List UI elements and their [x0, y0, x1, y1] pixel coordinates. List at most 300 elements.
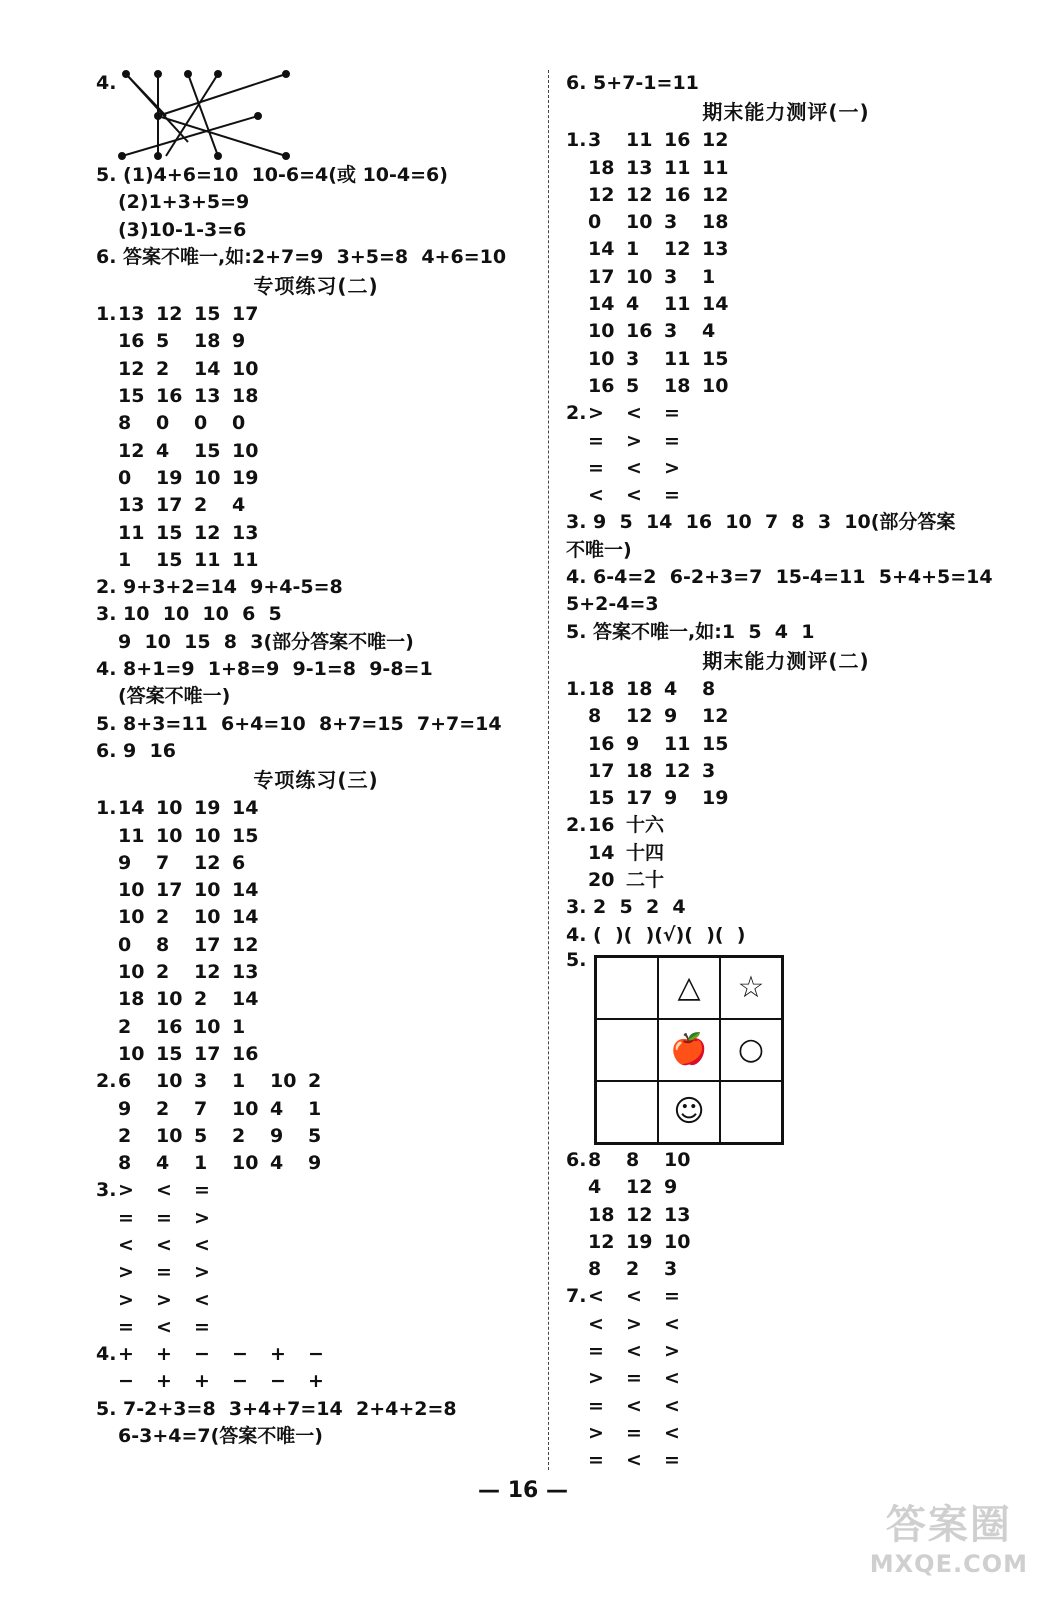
answer-cell: 12: [156, 303, 183, 326]
e1-q2-table: [566, 400, 1006, 509]
grid-cell: △: [658, 957, 720, 1019]
answer-cell: >: [194, 1261, 210, 1284]
answer-cell: 10: [194, 1015, 221, 1038]
answer-row: [566, 209, 1006, 236]
grid-cell: [596, 1019, 658, 1081]
answer-cell: >: [118, 1288, 134, 1311]
answer-row: [96, 383, 536, 410]
grid-cell: 🍎: [658, 1019, 720, 1081]
answer-cell: >: [626, 429, 642, 452]
s2-q3-line-2: 9 10 15 8 3(部分答案不唯一): [118, 630, 414, 653]
answer-row: [566, 731, 1006, 758]
question-number: 2.: [566, 814, 587, 837]
answer-cell: 12: [626, 705, 653, 728]
answer-cell: 3: [664, 265, 678, 288]
answer-cell: +: [308, 1370, 324, 1393]
grid-cell: ☆: [720, 957, 782, 1019]
answer-cell: 19: [626, 1230, 653, 1253]
answer-cell: =: [156, 1206, 172, 1229]
answer-row: [566, 867, 1006, 894]
answer-row: [566, 482, 1006, 509]
answer-cell: 18: [588, 677, 615, 700]
question-number: 4.: [96, 1343, 117, 1366]
answer-cell: =: [588, 429, 604, 452]
answer-row: [96, 1096, 536, 1123]
answer-cell: 0: [588, 211, 602, 234]
answer-cell: 13: [664, 1203, 691, 1226]
e2-q6-table: [566, 1147, 1006, 1283]
answer-row: [96, 1150, 536, 1177]
e2-q7-table: [566, 1283, 1006, 1474]
q5-line-2: (2)1+3+5=9: [118, 191, 250, 214]
answer-cell: −: [118, 1370, 134, 1393]
answer-cell: 16: [156, 385, 183, 408]
answer-row: [566, 1147, 1006, 1174]
answer-cell: 8: [588, 1148, 602, 1171]
answer-cell: 10: [232, 357, 259, 380]
answer-cell: 5: [156, 330, 170, 353]
dot: [119, 153, 125, 159]
answer-row: [566, 1174, 1006, 1201]
answer-cell: 9: [664, 787, 678, 810]
answer-row: [96, 1068, 536, 1095]
answer-cell: 十六: [626, 814, 665, 837]
q5-line-1: 5. (1)4+6=10 10-6=4(或 10-4=6): [96, 164, 448, 186]
answer-cell: 17: [626, 787, 653, 810]
s2-q4-line-1: 4. 8+1=9 1+8=9 9-1=8 9-8=1: [96, 658, 433, 681]
q5-line-3: (3)10-1-3=6: [118, 218, 247, 241]
section-title-e1: 期末能力测评(一): [702, 100, 870, 125]
answer-cell: 1: [118, 548, 132, 571]
answer-row: [96, 904, 536, 931]
answer-cell: 18: [194, 330, 221, 353]
answer-cell: 14: [194, 357, 221, 380]
answer-cell: 19: [156, 466, 183, 489]
section-title-s2: 专项练习(二): [253, 274, 379, 299]
question-number: 1.: [566, 677, 587, 700]
answer-row: [566, 373, 1006, 400]
answer-row: [566, 1420, 1006, 1447]
answer-cell: <: [626, 1394, 642, 1417]
answer-cell: =: [626, 1367, 642, 1390]
answer-cell: 14: [118, 797, 145, 820]
answer-row: [566, 1229, 1006, 1256]
answer-cell: 7: [194, 1097, 208, 1120]
answer-row: [96, 1205, 536, 1232]
e1-q3-line-1: 3. 9 5 14 16 10 7 8 3 10(部分答案: [566, 511, 956, 534]
answer-row: [96, 1287, 536, 1314]
question-number: 2.: [96, 1070, 117, 1093]
answer-cell: 19: [232, 466, 259, 489]
answer-cell: 6: [118, 1070, 132, 1093]
answer-cell: <: [626, 1339, 642, 1362]
answer-row: [96, 1014, 536, 1041]
answer-cell: 4: [702, 320, 716, 343]
answer-cell: 18: [588, 1203, 615, 1226]
answer-row: [566, 812, 1006, 839]
answer-cell: 12: [626, 183, 653, 206]
watermark-url: MXQE.COM: [869, 1550, 1028, 1578]
answer-cell: 1: [702, 265, 716, 288]
answer-cell: <: [664, 1421, 680, 1444]
answer-cell: 13: [118, 494, 145, 517]
answer-cell: =: [588, 456, 604, 479]
answer-cell: 16: [588, 814, 615, 837]
q4-matching: [96, 70, 536, 162]
answer-row: [96, 547, 536, 574]
answer-cell: =: [156, 1261, 172, 1284]
answer-cell: 13: [626, 156, 653, 179]
dot: [215, 153, 221, 159]
answer-cell: 1: [308, 1097, 322, 1120]
answer-cell: 9: [626, 732, 640, 755]
answer-cell: 3: [194, 1070, 208, 1093]
answer-cell: 11: [664, 293, 691, 316]
answer-cell: 1: [232, 1015, 246, 1038]
answer-cell: 13: [702, 238, 729, 261]
answer-row: [566, 1311, 1006, 1338]
answer-cell: 0: [118, 466, 132, 489]
answer-cell: 10: [588, 347, 615, 370]
answer-cell: 2: [156, 357, 170, 380]
answer-cell: 11: [664, 732, 691, 755]
answer-cell: 2: [118, 1124, 132, 1147]
s3-q4-table: [96, 1341, 536, 1396]
grid-cell: [596, 1081, 658, 1143]
answer-cell: 8: [156, 933, 170, 956]
answer-row: [566, 1202, 1006, 1229]
answer-cell: 3: [664, 1258, 678, 1281]
dot: [215, 71, 221, 77]
answer-cell: 5: [194, 1124, 208, 1147]
answer-cell: 10: [626, 211, 653, 234]
answer-row: [96, 410, 536, 437]
answer-row: [96, 438, 536, 465]
answer-cell: 18: [702, 211, 729, 234]
answer-cell: 14: [588, 293, 615, 316]
answer-cell: 2: [308, 1070, 322, 1093]
watermark: [870, 1493, 1028, 1578]
answer-row: [566, 758, 1006, 785]
s2-q4-line-2: (答案不唯一): [118, 685, 231, 708]
answer-cell: 0: [118, 933, 132, 956]
answer-cell: 17: [588, 759, 615, 782]
answer-cell: 11: [118, 521, 145, 544]
answer-cell: 8: [702, 677, 716, 700]
answer-cell: =: [194, 1315, 210, 1338]
answer-cell: 9: [664, 1176, 678, 1199]
answer-row: [566, 346, 1006, 373]
e2-q4: 4. ( )( )(√)( )( ): [566, 923, 746, 946]
answer-row: [566, 236, 1006, 263]
answer-row: [96, 1232, 536, 1259]
answer-cell: 19: [194, 797, 221, 820]
s3-q5-line-2: 6-3+4=7(答案不唯一): [118, 1425, 323, 1448]
answer-row: [566, 1256, 1006, 1283]
answer-cell: <: [194, 1288, 210, 1311]
answer-cell: 15: [156, 548, 183, 571]
s3-q5-line-1: 5. 7-2+3=8 3+4+7=14 2+4+2=8: [96, 1397, 457, 1420]
answer-cell: <: [194, 1233, 210, 1256]
answer-cell: >: [194, 1206, 210, 1229]
answer-cell: 3: [664, 211, 678, 234]
answer-cell: 12: [626, 1203, 653, 1226]
answer-row: [96, 1259, 536, 1286]
answer-cell: =: [588, 1394, 604, 1417]
answer-row: [566, 400, 1006, 427]
dot: [185, 71, 191, 77]
answer-cell: 15: [194, 439, 221, 462]
answer-cell: =: [588, 1449, 604, 1472]
answer-row: [96, 520, 536, 547]
answer-cell: <: [626, 402, 642, 425]
answer-cell: 0: [194, 412, 208, 435]
e2-q5-label: 5.: [566, 948, 587, 971]
dot: [155, 71, 161, 77]
answer-cell: 15: [588, 787, 615, 810]
answer-cell: 11: [626, 129, 653, 152]
answer-cell: =: [626, 1421, 642, 1444]
grid-cell: [720, 1081, 782, 1143]
answer-cell: <: [626, 456, 642, 479]
answer-cell: 14: [232, 988, 259, 1011]
e2-q1-table: [566, 676, 1006, 812]
answer-cell: 3: [664, 320, 678, 343]
answer-cell: 8: [588, 705, 602, 728]
answer-cell: <: [156, 1315, 172, 1338]
answer-cell: 18: [118, 988, 145, 1011]
answer-row: [96, 301, 536, 328]
answer-cell: 1: [194, 1152, 208, 1175]
answer-cell: 12: [232, 933, 259, 956]
answer-row: [566, 1393, 1006, 1420]
answer-cell: 16: [588, 732, 615, 755]
answer-cell: 12: [702, 183, 729, 206]
answer-cell: 16: [588, 374, 615, 397]
dot: [123, 71, 129, 77]
answer-cell: 4: [270, 1097, 284, 1120]
answer-row: [96, 986, 536, 1013]
answer-cell: 18: [664, 374, 691, 397]
answer-cell: 12: [626, 1176, 653, 1199]
answer-cell: =: [664, 484, 680, 507]
answer-cell: >: [588, 402, 604, 425]
answer-cell: 15: [118, 385, 145, 408]
answer-cell: 10: [232, 1152, 259, 1175]
e1-q4-line-1: 4. 6-4=2 6-2+3=7 15-4=11 5+4+5=14: [566, 566, 993, 589]
s2-q6: 6. 9 16: [96, 739, 176, 762]
answer-row: [96, 465, 536, 492]
left-column: [96, 70, 536, 1450]
s2-q2: 2. 9+3+2=14 9+4-5=8: [96, 576, 343, 599]
column-divider: [548, 70, 549, 1470]
answer-cell: 15: [194, 303, 221, 326]
question-number: 1.: [96, 797, 117, 820]
answer-row: [566, 127, 1006, 154]
dot: [155, 153, 161, 159]
answer-row: [96, 1314, 536, 1341]
answer-cell: 10: [156, 797, 183, 820]
answer-cell: 15: [156, 521, 183, 544]
answer-cell: <: [664, 1312, 680, 1335]
answer-cell: 11: [664, 347, 691, 370]
section-title-s3: 专项练习(三): [253, 768, 379, 793]
answer-cell: =: [194, 1179, 210, 1202]
answer-row: [96, 1368, 536, 1395]
answer-cell: 12: [194, 851, 221, 874]
answer-cell: <: [588, 1312, 604, 1335]
answer-cell: 4: [588, 1176, 602, 1199]
answer-cell: 18: [588, 156, 615, 179]
answer-cell: 17: [588, 265, 615, 288]
answer-cell: 17: [156, 494, 183, 517]
answer-row: [566, 264, 1006, 291]
answer-row: [96, 492, 536, 519]
e1-q3-line-2: 不唯一): [566, 538, 632, 561]
dot: [283, 153, 289, 159]
answer-cell: 5: [626, 374, 640, 397]
answer-cell: 10: [118, 879, 145, 902]
answer-row: [566, 1365, 1006, 1392]
answer-cell: <: [156, 1233, 172, 1256]
answer-cell: 13: [194, 385, 221, 408]
answer-cell: =: [664, 429, 680, 452]
answer-row: [566, 182, 1006, 209]
answer-cell: >: [626, 1312, 642, 1335]
answer-row: [566, 840, 1006, 867]
answer-cell: 13: [118, 303, 145, 326]
answer-cell: 15: [232, 824, 259, 847]
answer-cell: 9: [118, 851, 132, 874]
question-number: 1.: [96, 303, 117, 326]
e2-q3: 3. 2 5 2 4: [566, 896, 686, 919]
answer-cell: 10: [194, 824, 221, 847]
answer-cell: 10: [194, 906, 221, 929]
matching-lines-diagram: [118, 70, 318, 162]
answer-cell: 10: [626, 265, 653, 288]
answer-cell: 2: [156, 1097, 170, 1120]
answer-cell: 12: [588, 1230, 615, 1253]
right-column: [566, 70, 1006, 1474]
grid-cell: ○: [720, 1019, 782, 1081]
question-number: 6.: [566, 1148, 587, 1171]
answer-cell: 4: [156, 439, 170, 462]
answer-cell: 17: [156, 879, 183, 902]
answer-cell: 4: [626, 293, 640, 316]
answer-cell: −: [270, 1370, 286, 1393]
answer-cell: −: [194, 1343, 210, 1366]
answer-cell: 12: [664, 238, 691, 261]
answer-cell: 14: [588, 238, 615, 261]
answer-row: [96, 328, 536, 355]
answer-row: [96, 1123, 536, 1150]
answer-cell: 0: [232, 412, 246, 435]
e2-q2-table: [566, 812, 1006, 894]
answer-cell: 10: [664, 1230, 691, 1253]
answer-cell: 17: [194, 1042, 221, 1065]
answer-cell: 10: [118, 906, 145, 929]
answer-cell: 8: [118, 1152, 132, 1175]
answer-cell: 10: [702, 374, 729, 397]
s3-q2-table: [96, 1068, 536, 1177]
answer-cell: 11: [232, 548, 259, 571]
answer-cell: 18: [626, 677, 653, 700]
answer-cell: 20: [588, 869, 615, 892]
watermark-logo: 答案圈: [885, 1502, 1012, 1548]
answer-cell: >: [664, 456, 680, 479]
question-number: 7.: [566, 1285, 587, 1308]
answer-cell: <: [664, 1367, 680, 1390]
answer-cell: 15: [702, 347, 729, 370]
answer-cell: 12: [194, 961, 221, 984]
answer-cell: 8: [118, 412, 132, 435]
answer-cell: =: [118, 1206, 134, 1229]
answer-cell: 18: [232, 385, 259, 408]
answer-cell: >: [664, 1339, 680, 1362]
question-number: 1.: [566, 129, 587, 152]
answer-cell: >: [588, 1367, 604, 1390]
answer-row: [566, 676, 1006, 703]
answer-row: [566, 428, 1006, 455]
answer-cell: =: [118, 1315, 134, 1338]
answer-row: [566, 1283, 1006, 1310]
answer-cell: >: [118, 1179, 134, 1202]
answer-cell: 10: [118, 1042, 145, 1065]
grid-cell: ☺: [658, 1081, 720, 1143]
answer-cell: 12: [664, 759, 691, 782]
answer-row: [566, 1447, 1006, 1474]
answer-row: [566, 1338, 1006, 1365]
answer-cell: +: [194, 1370, 210, 1393]
answer-cell: 10: [118, 961, 145, 984]
answer-cell: 16: [156, 1015, 183, 1038]
answer-cell: 12: [702, 705, 729, 728]
answer-cell: +: [156, 1343, 172, 1366]
answer-cell: 9: [664, 705, 678, 728]
answer-cell: 16: [232, 1042, 259, 1065]
position-grid: [594, 955, 784, 1145]
answer-cell: 1: [232, 1070, 246, 1093]
answer-cell: 10: [194, 466, 221, 489]
r-q6: 6. 5+7-1=11: [566, 72, 699, 94]
answer-cell: <: [156, 1179, 172, 1202]
s2-q1-table: [96, 301, 536, 574]
answer-cell: 二十: [626, 869, 665, 892]
answer-cell: =: [588, 1339, 604, 1362]
answer-row: [566, 155, 1006, 182]
answer-cell: −: [232, 1370, 248, 1393]
s3-q3-table: [96, 1177, 536, 1341]
page-number: — 16 —: [478, 1478, 568, 1503]
answer-row: [96, 1341, 536, 1368]
answer-cell: 10: [232, 439, 259, 462]
answer-cell: 12: [588, 183, 615, 206]
answer-cell: 11: [118, 824, 145, 847]
answer-cell: 14: [588, 841, 615, 864]
answer-cell: 16: [118, 330, 145, 353]
answer-cell: +: [156, 1370, 172, 1393]
answer-cell: +: [270, 1343, 286, 1366]
answer-cell: 10: [194, 879, 221, 902]
answer-cell: 12: [194, 521, 221, 544]
answer-cell: 16: [664, 183, 691, 206]
dot: [283, 71, 289, 77]
answer-row: [566, 318, 1006, 345]
answer-row: [96, 823, 536, 850]
answer-cell: 10: [270, 1070, 297, 1093]
answer-cell: 3: [588, 129, 602, 152]
e1-q1-table: [566, 127, 1006, 400]
